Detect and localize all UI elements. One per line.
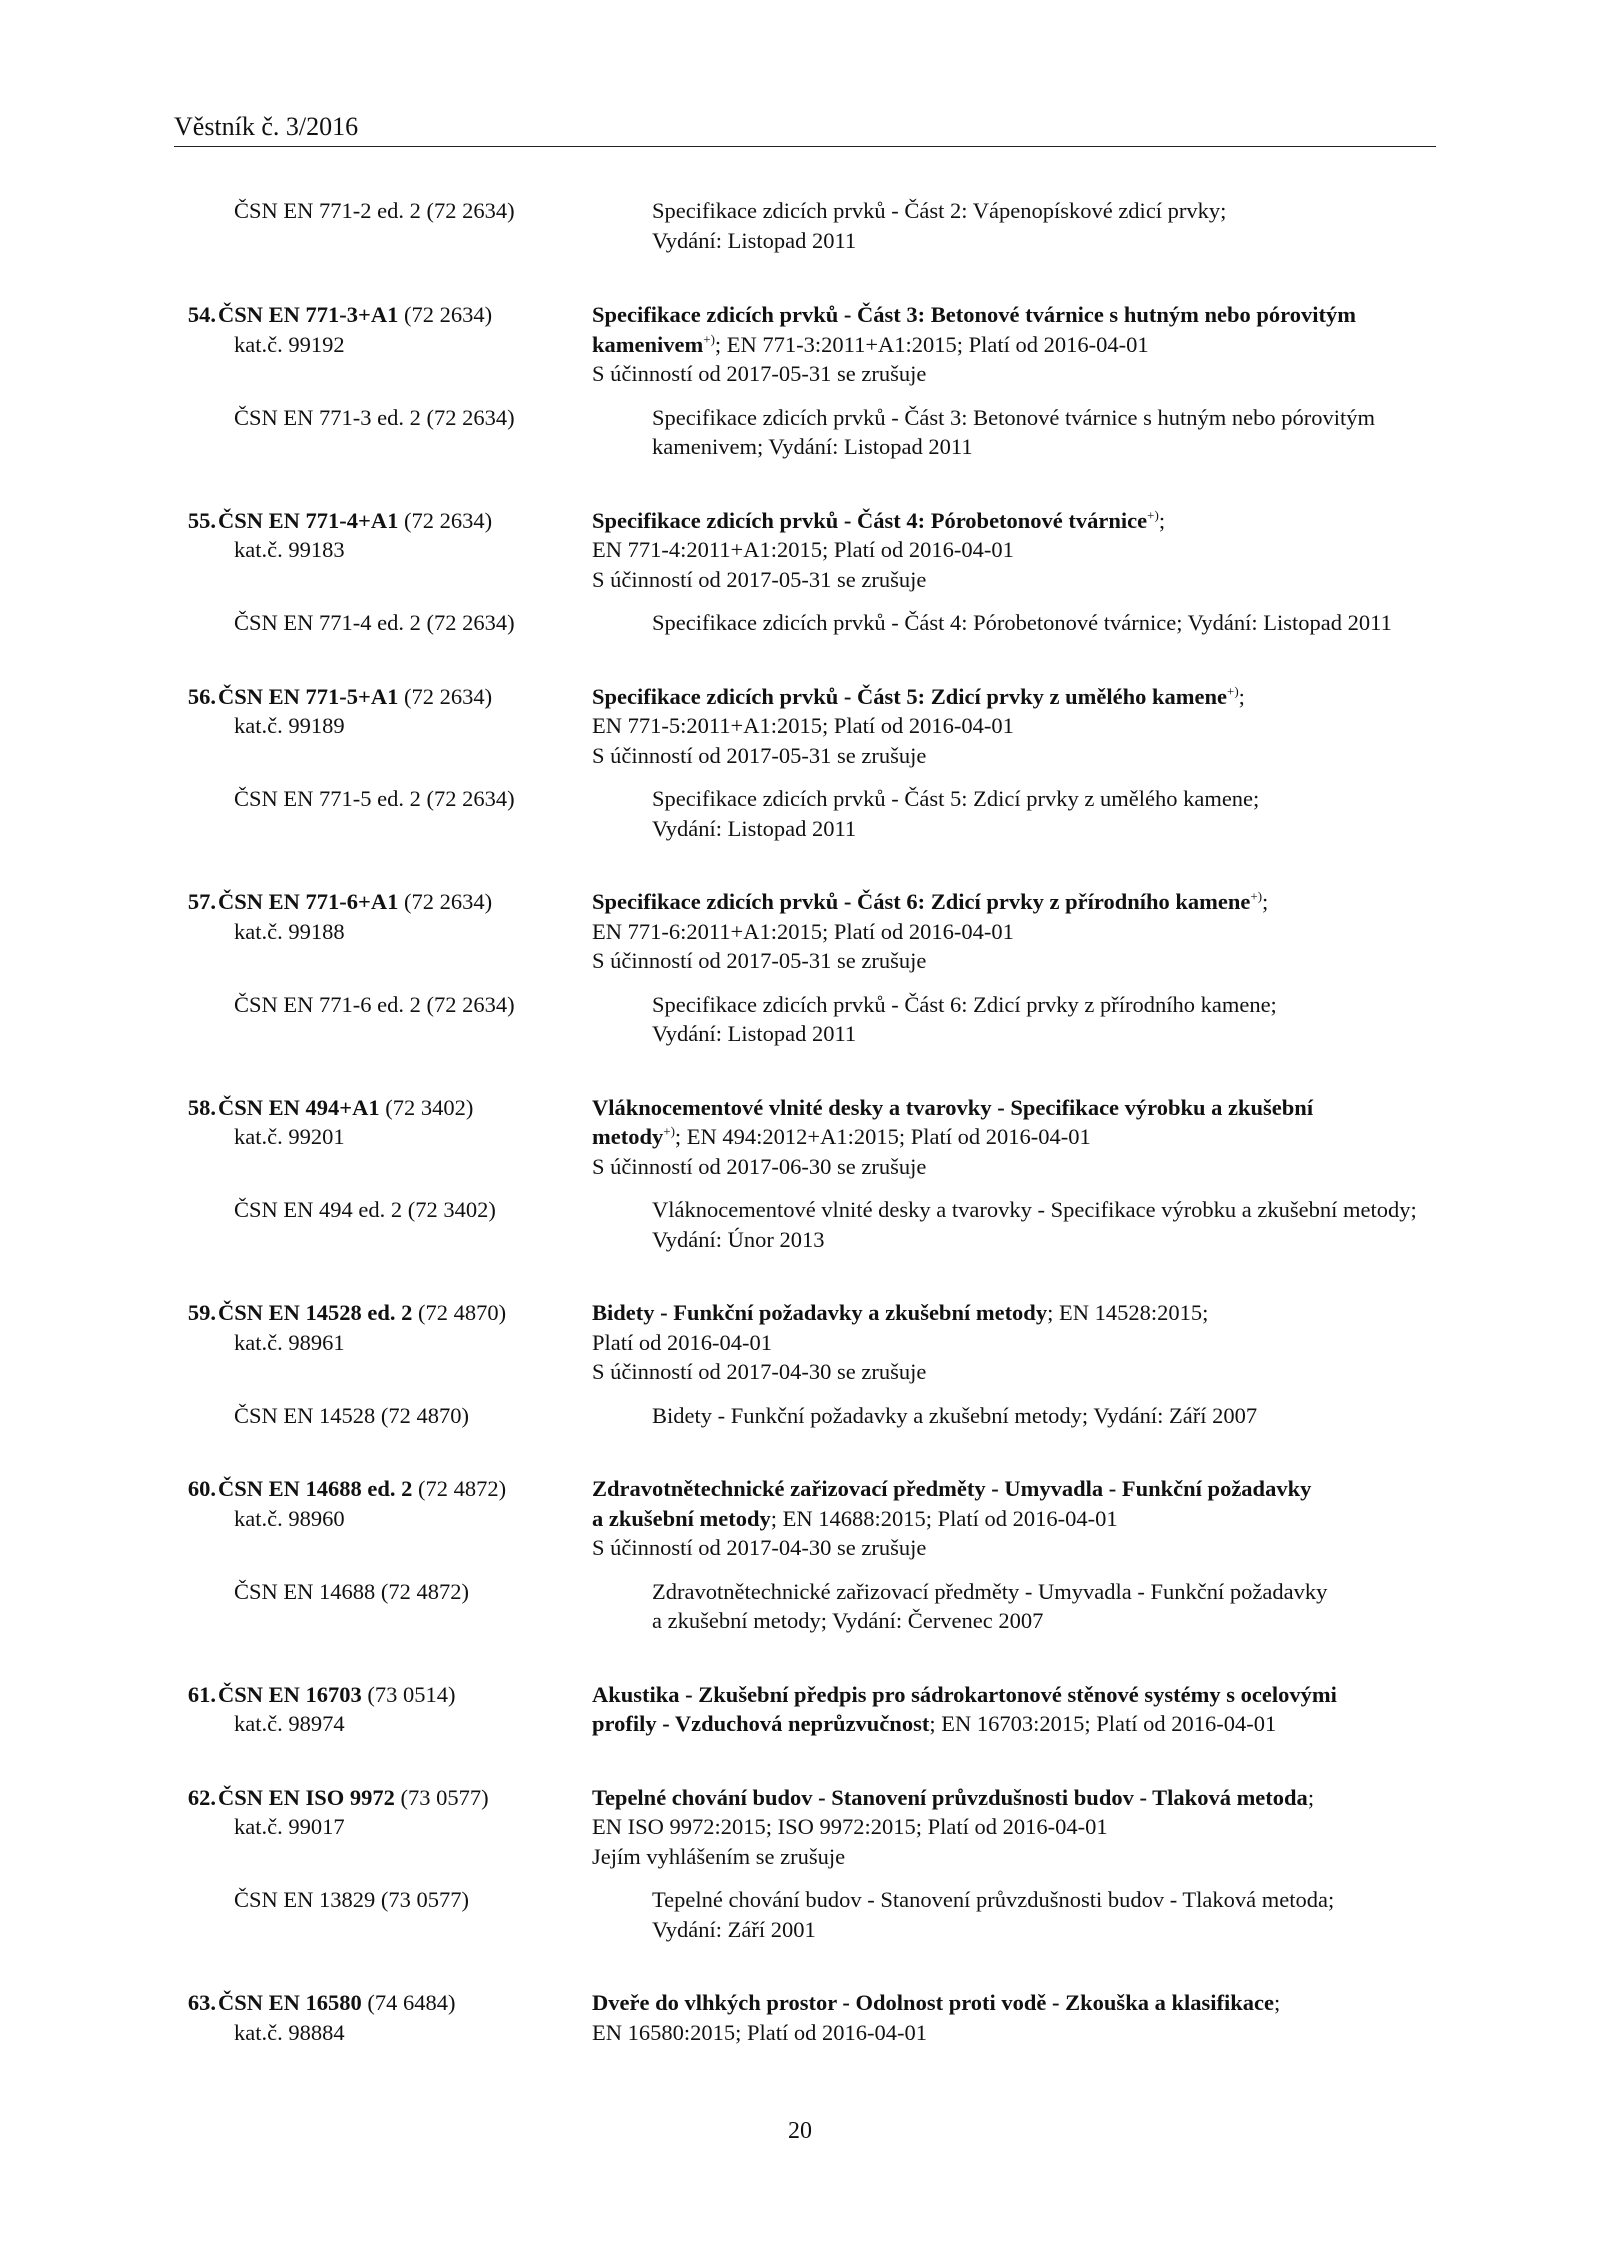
replaced-standard-row — [174, 1401, 1436, 1431]
standard-info: ; EN 14528:2015; — [1047, 1300, 1209, 1325]
standard-code: ČSN EN 16580 — [218, 1990, 362, 2015]
description-line — [592, 1783, 1436, 1813]
footnote-marker: +) — [663, 1123, 675, 1139]
replaced-title-line: Vydání: Listopad 2011 — [652, 227, 857, 253]
standard-info: ; EN 771-3:2011+A1:2015; Platí od 2016-04-01 — [714, 331, 1149, 357]
replaced-title-line: Bidety - Funkční požadavky a zkušební metody; Vydání: Září 2007 — [652, 1402, 1258, 1428]
standard-identifier — [174, 1298, 592, 1387]
standard-description — [592, 1680, 1436, 1739]
standard-code-line — [174, 506, 592, 536]
replaced-standard-row — [174, 990, 1436, 1049]
standard-identifier — [174, 1680, 592, 1739]
description-line — [592, 1093, 1436, 1123]
replaced-description — [652, 784, 1436, 843]
catalog-number: kat.č. 99192 — [234, 331, 345, 357]
replaced-title-line: Specifikace zdicích prvků - Část 6: Zdicí prvky z přírodního kamene; — [652, 991, 1277, 1017]
replaced-title-line: Specifikace zdicích prvků - Část 2: Vápenopískové zdicí prvky; — [652, 198, 1227, 223]
description-line — [592, 1709, 1436, 1739]
description-line — [592, 1474, 1436, 1504]
standard-code: ČSN EN ISO 9972 — [218, 1784, 395, 1810]
page-header — [174, 110, 1436, 147]
standard-code: ČSN EN 771-4+A1 — [218, 507, 399, 533]
entry-number: 55. — [187, 507, 216, 533]
standard-title: Specifikace zdicích prvků - Část 3: Betonové tvárnice s hutným nebo pórovitým — [592, 302, 1356, 327]
standard-title: Specifikace zdicích prvků - Část 4: Pórobetonové tvárnice — [592, 507, 1148, 533]
standard-title: Zdravotnětechnické zařizovací předměty - Umyvadla - Funkční požadavky — [592, 1476, 1312, 1501]
standard-identifier — [174, 1783, 592, 1872]
replaced-title-line: a zkušební metody; Vydání: Červenec 2007 — [652, 1608, 1044, 1633]
description-line — [592, 300, 1436, 330]
replaced-code: ČSN EN 771-6 ed. 2 (72 2634) — [234, 991, 515, 1017]
entry-number: 63. — [187, 1990, 216, 2015]
description-line — [592, 887, 1436, 917]
replaced-code: ČSN EN 771-2 ed. 2 (72 2634) — [234, 198, 515, 223]
catalog-number: kat.č. 99188 — [234, 918, 345, 944]
standard-row — [174, 506, 1436, 595]
standard-title: kamenivem — [592, 331, 704, 357]
standard-title: Dveře do vlhkých prostor - Odolnost proti vodě - Zkouška a klasifikace — [592, 1990, 1274, 2015]
standard-code-line — [174, 887, 592, 917]
standard-identifier — [174, 300, 592, 389]
replaced-title-line: Vydání: Únor 2013 — [652, 1226, 825, 1252]
replaced-description — [652, 1577, 1436, 1636]
standard-class-code: (72 2634) — [398, 889, 493, 914]
standard-row — [174, 1474, 1436, 1563]
standard-row — [174, 682, 1436, 771]
withdrawal-note: S účinností od 2017-05-31 se zrušuje — [592, 742, 927, 768]
standard-code: ČSN EN 771-5+A1 — [218, 683, 399, 709]
validity-line: EN 771-5:2011+A1:2015; Platí od 2016-04-01 — [592, 713, 1014, 738]
replaced-code: ČSN EN 14688 (72 4872) — [234, 1578, 469, 1604]
validity-line: Platí od 2016-04-01 — [592, 1329, 772, 1355]
standard-info: ; — [1307, 1784, 1315, 1810]
standard-code: ČSN EN 494+A1 — [218, 1094, 380, 1120]
replaced-title-line: Specifikace zdicích prvků - Část 4: Pórobetonové tvárnice; Vydání: Listopad 2011 — [652, 610, 1392, 635]
standard-class-code: (73 0577) — [394, 1784, 489, 1810]
standard-code: ČSN EN 14688 ed. 2 — [218, 1476, 413, 1501]
withdrawal-note: S účinností od 2017-04-30 se zrušuje — [592, 1359, 927, 1384]
replaced-standard-row — [174, 608, 1436, 638]
standard-class-code: (72 3402) — [379, 1094, 474, 1120]
footnote-marker: +) — [1250, 888, 1263, 904]
replaced-description — [652, 990, 1436, 1049]
standard-title: profily - Vzduchová neprůzvučnost — [592, 1711, 930, 1736]
withdrawal-note: S účinností od 2017-05-31 se zrušuje — [592, 948, 927, 973]
standard-description — [592, 1093, 1436, 1182]
replaced-description — [652, 403, 1436, 462]
replaced-title-line: Vydání: Listopad 2011 — [652, 815, 857, 841]
standard-title: Akustika - Zkušební předpis pro sádrokartonové stěnové systémy s ocelovými — [592, 1681, 1337, 1707]
standard-class-code: (72 2634) — [398, 302, 493, 327]
standard-entry — [174, 1093, 1436, 1255]
standard-code-line — [174, 1680, 592, 1710]
standard-class-code: (72 2634) — [398, 683, 493, 709]
standard-identifier — [174, 1988, 592, 2047]
standard-description — [592, 1988, 1436, 2047]
standard-entry — [174, 300, 1436, 462]
standard-title: Vláknocementové vlnité desky a tvarovky - Specifikace výrobku a zkušební — [592, 1094, 1314, 1120]
replaced-description — [652, 1401, 1436, 1431]
replaced-description — [652, 1885, 1436, 1944]
standard-row — [174, 300, 1436, 389]
replaced-code: ČSN EN 771-4 ed. 2 (72 2634) — [234, 610, 515, 635]
catalog-number: kat.č. 99201 — [234, 1124, 345, 1149]
standard-class-code: (73 0514) — [361, 1681, 456, 1707]
standard-entry — [174, 1680, 1436, 1739]
standard-identifier — [174, 506, 592, 595]
replaced-code: ČSN EN 13829 (73 0577) — [234, 1887, 469, 1912]
replaced-code: ČSN EN 771-5 ed. 2 (72 2634) — [234, 786, 515, 811]
validity-line: EN 771-6:2011+A1:2015; Platí od 2016-04-01 — [592, 918, 1014, 944]
standard-description — [592, 1298, 1436, 1387]
catalog-number: kat.č. 98961 — [234, 1329, 345, 1355]
description-line — [592, 330, 1436, 360]
footnote-marker: +) — [1226, 683, 1239, 698]
standard-entry — [174, 1298, 1436, 1430]
standard-info: ; — [1262, 889, 1269, 914]
standard-code-line — [174, 1093, 592, 1123]
description-line — [592, 1122, 1436, 1152]
standard-identifier — [174, 887, 592, 976]
entry-number: 61. — [187, 1681, 216, 1707]
standard-description — [592, 300, 1436, 389]
standard-info: ; — [1273, 1990, 1281, 2015]
page-number: 20 — [788, 2118, 812, 2144]
validity-line: EN ISO 9972:2015; ISO 9972:2015; Platí od 2016-04-01 — [592, 1814, 1108, 1839]
standard-info: ; — [1158, 507, 1166, 533]
standard-code: ČSN EN 16703 — [218, 1681, 362, 1707]
entry-number: 57. — [187, 889, 216, 914]
replaced-code: ČSN EN 494 ed. 2 (72 3402) — [234, 1197, 496, 1222]
standard-identifier — [174, 1474, 592, 1563]
withdrawal-note: Jejím vyhlášením se zrušuje — [592, 1843, 846, 1869]
page-header-title: Věstník č. 3/2016 — [174, 112, 359, 141]
standard-description — [592, 887, 1436, 976]
standard-title: Bidety - Funkční požadavky a zkušební metody — [592, 1300, 1048, 1325]
replaced-description — [652, 1195, 1436, 1254]
standard-code-line — [174, 1783, 592, 1813]
footnote-marker: +) — [1147, 507, 1159, 522]
standard-identifier — [174, 682, 592, 771]
standards-list — [174, 300, 1436, 2091]
description-line — [592, 682, 1436, 712]
standard-code: ČSN EN 771-3+A1 — [218, 302, 399, 327]
entry-number: 60. — [187, 1476, 216, 1501]
description-line — [592, 506, 1436, 536]
standard-info: ; EN 14688:2015; Platí od 2016-04-01 — [770, 1505, 1118, 1531]
replaced-title-line: Vláknocementové vlnité desky a tvarovky - Specifikace výrobku a zkušební metody; — [652, 1197, 1417, 1222]
replaced-title-line: kamenivem; Vydání: Listopad 2011 — [652, 434, 973, 459]
standard-description — [592, 506, 1436, 595]
replaced-title-line: Zdravotnětechnické zařizovací předměty - Umyvadla - Funkční požadavky — [652, 1578, 1328, 1604]
standard-row — [174, 1988, 1436, 2047]
withdrawal-note: S účinností od 2017-05-31 se zrušuje — [592, 361, 927, 386]
replaced-code: ČSN EN 14528 (72 4870) — [234, 1402, 469, 1428]
standard-title: a zkušební metody — [592, 1505, 771, 1531]
withdrawal-note: S účinností od 2017-04-30 se zrušuje — [592, 1535, 927, 1560]
standard-description — [592, 682, 1436, 771]
replaced-standard-row — [174, 1885, 1436, 1944]
entry-number: 62. — [187, 1784, 216, 1810]
standard-code-line — [174, 1298, 592, 1328]
standard-code-line — [174, 1474, 592, 1504]
description-line — [592, 1298, 1436, 1328]
catalog-number: kat.č. 99017 — [234, 1814, 345, 1839]
description-line — [592, 1988, 1436, 2018]
standard-code-line — [174, 682, 592, 712]
entry-number: 54. — [187, 302, 216, 327]
standard-title: Specifikace zdicích prvků - Část 6: Zdicí prvky z přírodního kamene — [592, 889, 1251, 914]
standard-row — [174, 887, 1436, 976]
standard-code-line — [174, 300, 592, 330]
replaced-code: ČSN EN 771-3 ed. 2 (72 2634) — [234, 404, 515, 430]
replaced-title-line: Tepelné chování budov - Stanovení průvzdušnosti budov - Tlaková metoda; — [652, 1887, 1335, 1912]
standard-class-code: (72 2634) — [398, 507, 493, 533]
standard-identifier — [174, 1093, 592, 1182]
previous-replaced-standard — [174, 196, 1436, 255]
catalog-number: kat.č. 99183 — [234, 537, 345, 562]
replaced-title-line: Specifikace zdicích prvků - Část 3: Betonové tvárnice s hutným nebo pórovitým — [652, 404, 1375, 430]
replaced-standard-row — [174, 403, 1436, 462]
standard-entry — [174, 1783, 1436, 1945]
withdrawal-note: S účinností od 2017-05-31 se zrušuje — [592, 566, 927, 592]
standard-entry — [174, 1988, 1436, 2047]
standard-row — [174, 1093, 1436, 1182]
standard-description — [592, 1783, 1436, 1872]
standard-row — [174, 1298, 1436, 1387]
standard-info: ; EN 494:2012+A1:2015; Platí od 2016-04-01 — [674, 1124, 1091, 1149]
entry-number: 58. — [187, 1094, 216, 1120]
replaced-standard-row — [174, 1577, 1436, 1636]
replaced-title-line: Specifikace zdicích prvků - Část 5: Zdicí prvky z umělého kamene; — [652, 786, 1260, 811]
description-line — [592, 1680, 1436, 1710]
standard-description — [592, 1474, 1436, 1563]
standard-info: ; EN 16703:2015; Platí od 2016-04-01 — [929, 1711, 1277, 1736]
replaced-description — [652, 608, 1436, 638]
footnote-marker: +) — [703, 331, 715, 346]
replaced-standard-row — [174, 784, 1436, 843]
entry-number: 59. — [187, 1300, 216, 1325]
standard-row — [174, 1680, 1436, 1739]
entry-number: 56. — [187, 683, 216, 709]
catalog-number: kat.č. 98960 — [234, 1505, 345, 1531]
standard-title: metody — [592, 1124, 664, 1149]
standard-code: ČSN EN 14528 ed. 2 — [218, 1300, 413, 1325]
standard-entry — [174, 887, 1436, 1049]
standard-entry — [174, 682, 1436, 844]
replaced-title-line: Vydání: Listopad 2011 — [652, 1021, 857, 1046]
standard-entry — [174, 506, 1436, 638]
validity-line: EN 771-4:2011+A1:2015; Platí od 2016-04-01 — [592, 537, 1014, 562]
replaced-title-line: Vydání: Září 2001 — [652, 1916, 816, 1942]
standard-title: Specifikace zdicích prvků - Část 5: Zdicí prvky z umělého kamene — [592, 683, 1227, 709]
standard-class-code: (72 4872) — [412, 1476, 507, 1501]
description-line — [592, 1504, 1436, 1534]
standard-class-code: (72 4870) — [412, 1300, 507, 1325]
validity-line: EN 16580:2015; Platí od 2016-04-01 — [592, 2019, 927, 2045]
withdrawal-note: S účinností od 2017-06-30 se zrušuje — [592, 1153, 927, 1179]
catalog-number: kat.č. 98884 — [234, 2019, 345, 2045]
standard-class-code: (74 6484) — [361, 1990, 456, 2015]
standard-title: Tepelné chování budov - Stanovení průvzdušnosti budov - Tlaková metoda — [592, 1784, 1308, 1810]
catalog-number: kat.č. 98974 — [234, 1711, 345, 1736]
standard-code-line — [174, 1988, 592, 2018]
catalog-number: kat.č. 99189 — [234, 713, 345, 738]
replaced-standard-row — [174, 1195, 1436, 1254]
standard-entry — [174, 1474, 1436, 1636]
standard-info: ; — [1238, 683, 1245, 709]
standard-row — [174, 1783, 1436, 1872]
standard-code: ČSN EN 771-6+A1 — [218, 889, 399, 914]
